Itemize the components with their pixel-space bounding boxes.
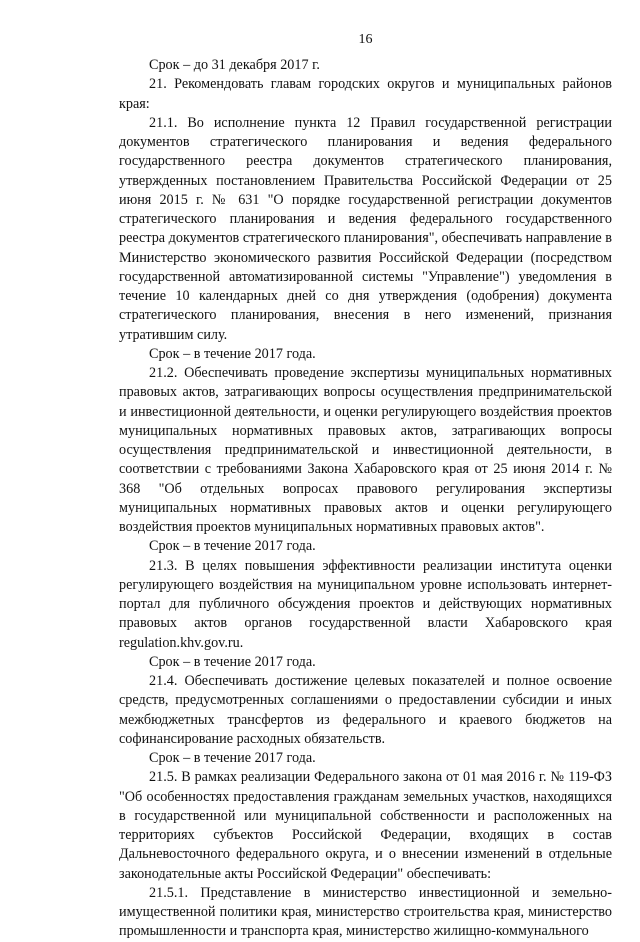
page-number: 16 [358, 32, 373, 47]
document-body [119, 56, 612, 942]
paragraph-21-5-1: 21.5.1. Представление в министерство инвестиционной и земельно-имущественной политики края, министерство строительства края, министерство промышленности и транспорта края, министерство жилищно-коммунального [119, 884, 612, 940]
deadline-line: Срок – до 31 декабря 2017 г. [149, 57, 320, 73]
deadline-line: Срок – в течение 2017 года. [149, 345, 316, 362]
paragraph-21-2: 21.2. Обеспечивать проведение экспертизы муниципальных нормативных правовых актов, затрагивающих вопросы осуществления предпринимательской и инвестиционной деятельности, и оценки регулирующего воздействия проектов муниципальных нормативных правовых актов, затрагивающих вопросы осуществления предпринимательской и инвестиционной деятельности, в соответствии с требованиями Закона Хабаровского края от 25 июня 2014 г. № 368 "Об отдельных вопросах правового регулирования экспертизы муниципальных нормативных правовых актов и оценки регулирующего воздействия проектов муниципальных нормативных правовых актов". [119, 365, 612, 535]
paragraph-21-3: 21.3. В целях повышения эффективности реализации института оценки регулирующего воздействия на муниципальном уровне использовать интернет-портал для публичного обсуждения проектов и действующих нормативных правовых актов органов государственной власти Хабаровского края regulation.khv.gov.ru. [119, 557, 612, 651]
paragraph-21-5: 21.5. В рамках реализации Федерального закона от 01 мая 2016 г. № 119-ФЗ "Об особенностях предоставления гражданам земельных участков, находящихся в государственной или муниципальной собственности и расположенных на территориях субъектов Российской Федерации, входящих в состав Дальневосточного федерального округа, и о внесении изменений в отдельные законодательные акты Российской Федерации" обеспечивать: [119, 769, 612, 882]
deadline-line: Срок – в течение 2017 года. [149, 538, 316, 555]
deadline-line: Срок – в течение 2017 года. [149, 750, 316, 766]
paragraph-21: 21. Рекомендовать главам городских округов и муниципальных районов края: [119, 76, 612, 112]
deadline-line: Срок – в течение 2017 года. [149, 653, 316, 670]
paragraph-21-1: 21.1. Во исполнение пункта 12 Правил государственной регистрации документов стратегического планирования и ведения федерального государственного реестра документов стратегического планирования, утвержденных постановлением Правительства Российской Федерации от 25 июня 2015 г. № 631 "О порядке государственной регистрации документов стратегического планирования и ведения федерального государственного реестра документов стратегического планирования", обеспечивать направление в Министерство экономического развития Российской Федерации (посредством государственной автоматизированной системы "Управление") уведомления в течение 10 календарных дней со дня утверждения (одобрения) документа стратегического планирования, внесения в него изменений, признания утратившим силу. [119, 114, 612, 343]
paragraph-21-4: 21.4. Обеспечивать достижение целевых показателей и полное освоение средств, предусмотренных соглашениями о предоставлении субсидии и иных межбюджетных трансфертов из федерального и краевого бюджетов на софинансирование расходных обязательств. [119, 673, 612, 747]
